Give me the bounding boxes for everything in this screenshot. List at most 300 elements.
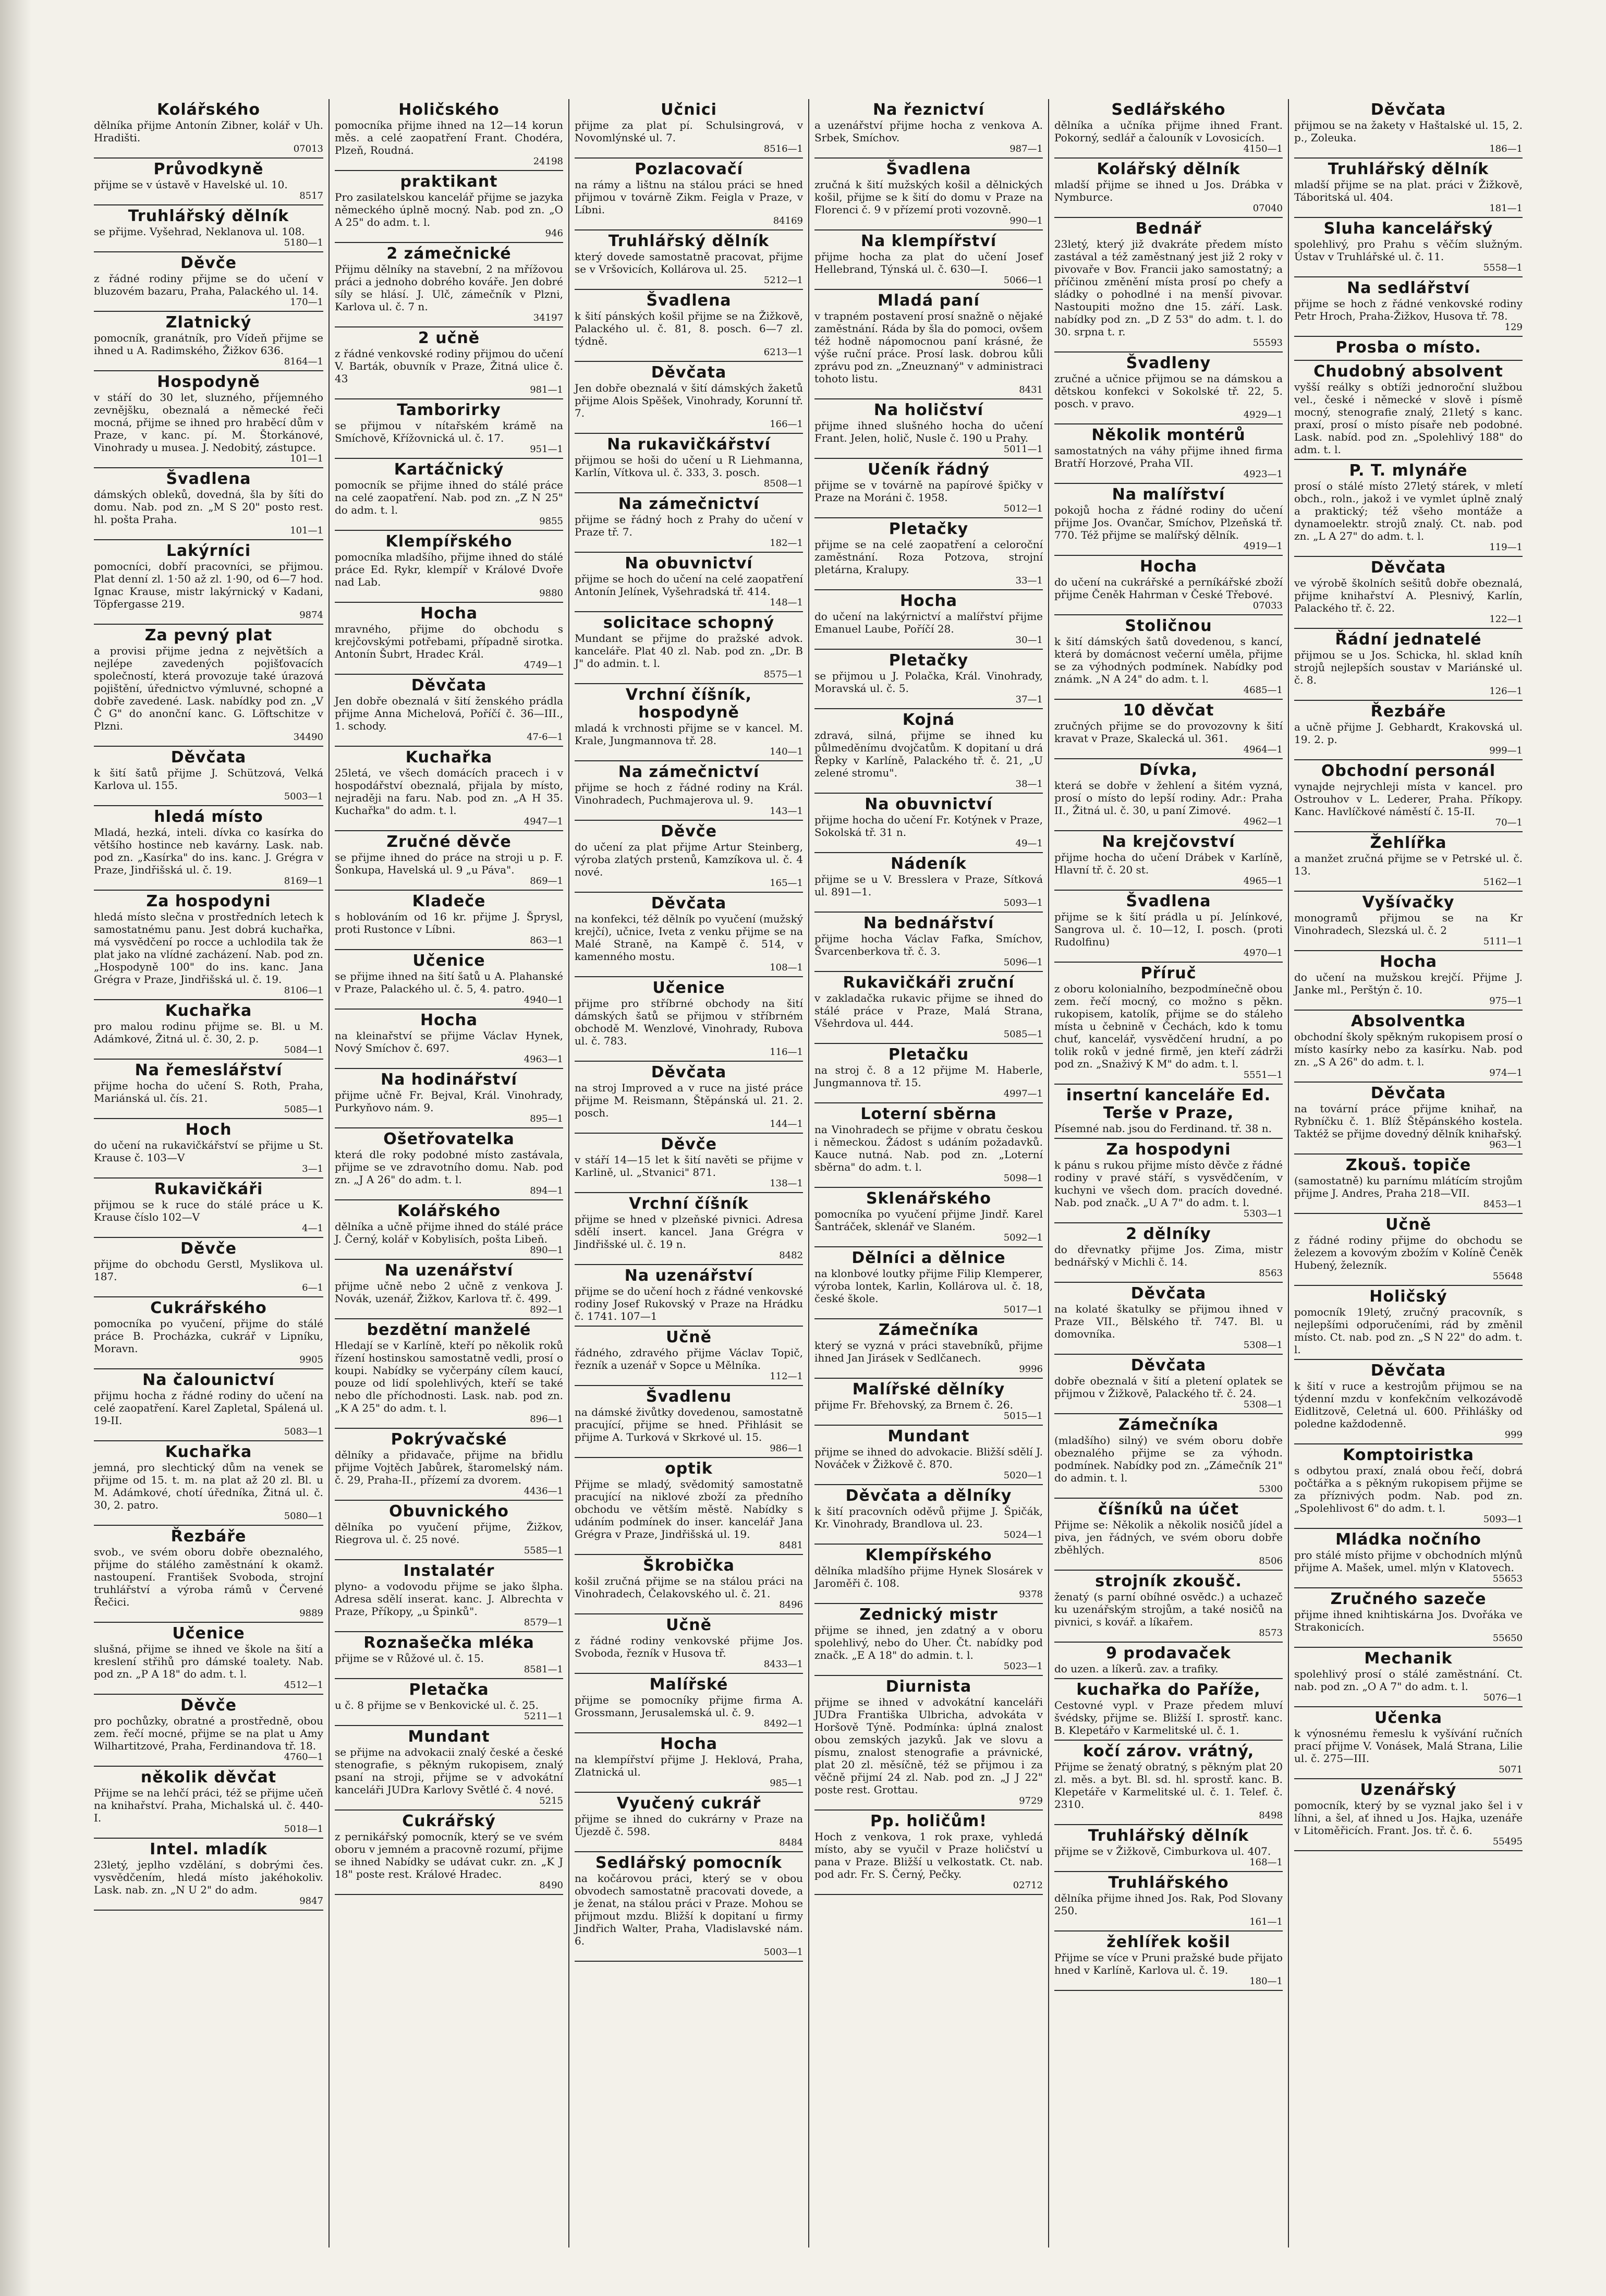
- ad-title: Hocha: [1379, 953, 1438, 971]
- classified-ad: [1054, 1355, 1283, 1414]
- ad-title: kočí zárov. vrátný,: [1082, 1742, 1255, 1760]
- classified-ad: [94, 1839, 323, 1911]
- ad-text: s hoblováním od 16 kr. přijme J. Šprysl, proti Rustonce v Líbni.: [335, 910, 563, 936]
- ad-code: 9996: [1019, 1364, 1043, 1375]
- ad-text: prosí o stálé místo 27letý stárek, v mletí obch., roln., jakož i ve vymlet úplně znalý a praktický; též všeho montáže a dynamoelektr. strojů znalý. Ct. nab. pod zn. „L A 27" do adm. t. l.: [1294, 480, 1523, 542]
- ad-text: do učení na lakýrnictví a malířství přijme Emanuel Laube, Poříčí 28.: [814, 610, 1043, 635]
- ad-text: Přijme se na lehčí práci, též se přijme učeň na knihařství. Praha, Michalská ul. č. 440-I.: [94, 1787, 323, 1824]
- classified-ad: [1294, 629, 1523, 701]
- classified-ad: [1054, 1283, 1283, 1355]
- ad-text: z řádné rodiny venkovské přijme Jos. Svoboda, řezník v Husova tř.: [575, 1634, 803, 1659]
- classified-ad: [1054, 615, 1283, 700]
- ad-title: Na hodinářství: [381, 1071, 517, 1089]
- ad-text: přijme se v ústavě v Havelské ul. 10.: [94, 178, 288, 191]
- ad-code: 5003—1: [284, 791, 323, 802]
- ad-title: Malířské: [649, 1675, 728, 1694]
- classified-ad: [575, 1265, 803, 1327]
- ad-code: 38—1: [1015, 779, 1043, 789]
- ad-code: 170—1: [290, 297, 323, 308]
- classified-ad: [335, 1128, 563, 1200]
- classified-ad: [575, 159, 803, 230]
- classified-ad: [94, 205, 323, 252]
- classified-ad: [1054, 1931, 1283, 1991]
- ad-title: Učně: [666, 1616, 712, 1634]
- ad-text: přijme se k šití prádla u pí. Jelínkové, Sangrova ul. č. 10—12, I. posch. (proti Rudolfinu): [1054, 910, 1283, 948]
- classified-ad: [1294, 99, 1523, 159]
- classified-ad: [575, 1614, 803, 1674]
- classified-ad: [1054, 1085, 1283, 1139]
- ad-code: 138—1: [770, 1178, 803, 1189]
- ad-title: Obuvnického: [389, 1502, 509, 1521]
- ad-code: 9847: [299, 1896, 323, 1906]
- classified-ad: [1294, 1529, 1523, 1588]
- ad-column-4: [808, 99, 1048, 2248]
- ad-code: 9889: [299, 1608, 323, 1619]
- ad-code: 951—1: [530, 444, 563, 455]
- ad-title: Diurnista: [885, 1678, 972, 1696]
- ad-code: 4929—1: [1243, 409, 1283, 420]
- ad-code: 5085—1: [284, 1104, 323, 1115]
- ad-code: 890—1: [530, 1245, 563, 1256]
- ad-text: (samostatně) ku parnímu mlátícím strojům přijme J. Andres, Praha 218—VII.: [1294, 1174, 1523, 1199]
- ad-title: Zámečníka: [1118, 1416, 1219, 1434]
- ad-title: Sedlářský pomocník: [595, 1854, 782, 1872]
- classified-ad: [575, 99, 803, 159]
- ad-text: pro stálé místo přijme v obchodních mlýnů přijme A. Mašek, umel. mlýn v Klatovech.: [1294, 1549, 1523, 1574]
- ad-title: Zručného sazeče: [1330, 1590, 1487, 1608]
- ad-title: strojník zkoušč.: [1095, 1572, 1242, 1590]
- ad-text: přijme do obchodu Gerstl, Myslikova ul. 187.: [94, 1258, 323, 1283]
- ad-title: Holičského: [398, 101, 500, 119]
- ad-text: Přijme se: Několik a několik nosičů jídel a piva, jen řádných, ve svém oboru dobře zběhlých.: [1054, 1518, 1283, 1556]
- ad-title: Děvče: [180, 1240, 237, 1258]
- ad-title: Vyučený cukrář: [616, 1794, 761, 1813]
- ad-code: 49—1: [1015, 838, 1043, 849]
- ad-title: Rukavičkáři: [154, 1180, 263, 1198]
- ad-code: 8506: [1259, 1556, 1283, 1566]
- ad-code: 5066—1: [1003, 275, 1043, 286]
- ad-title: 2 zámečnické: [386, 245, 512, 263]
- ad-title: Na obuvnictví: [625, 554, 753, 573]
- classified-ad: [1294, 218, 1523, 277]
- ad-title: Klempířského: [865, 1546, 992, 1564]
- ad-title: Stoličnou: [1125, 617, 1212, 635]
- ad-text: přijme hocha za plat do učení Josef Hellebrand, Týnská ul. č. 630—I.: [814, 250, 1043, 275]
- ad-text: Přijmu dělníky na stavební, 2 na mřížovou práci a jednoho dobrého kováře. Jen dobré síly se hlásí. J. Ulč, zámečník v Plzni, Karlova ul. č. 7 n.: [335, 263, 563, 313]
- ad-code: 5303—1: [1243, 1208, 1283, 1219]
- classified-ad: [1054, 831, 1283, 891]
- ad-text: přijme se hoch do učení na celé zaopatření Antonín Jelínek, Vyšehradská tř. 414.: [575, 573, 803, 598]
- ad-text: vynajde nejrychleji místa v kancel. pro Ostrouhov v L. Lederer, Praha. Příkopy. Kanc. Havlíčkové náměstí č. 15-II.: [1294, 780, 1523, 818]
- ad-title: Švadlenu: [646, 1388, 732, 1406]
- ad-title: Hocha: [660, 1735, 718, 1753]
- ad-code: 55495: [1492, 1836, 1523, 1847]
- ad-text: přijme se ihned do advokacie. Bližší sdělí J. Nováček v Žižkově č. 870.: [814, 1445, 1043, 1471]
- ad-title: Na uzenářství: [624, 1267, 753, 1285]
- ad-code: 4963—1: [524, 1054, 563, 1065]
- ad-text: přijme se na celé zaopatření a celoroční zaměstnání. Roza Potzova, strojní pletárna, Kralupy.: [814, 538, 1043, 576]
- ad-code: 3—1: [302, 1163, 323, 1174]
- ad-title: Na klempířství: [860, 232, 997, 250]
- ad-code: 6213—1: [763, 347, 803, 358]
- classified-ad: [814, 972, 1043, 1044]
- ad-text: zručných přijme se do provozovny k šití kravat v Praze, Skalecká ul. 361.: [1054, 720, 1283, 745]
- ad-title: žehlířek košil: [1106, 1933, 1231, 1951]
- ad-code: 8517: [299, 190, 323, 201]
- ad-title: Na řemeslářství: [135, 1061, 283, 1079]
- ad-title: Děvče: [661, 822, 717, 841]
- ad-title: Sluha kancelářský: [1323, 220, 1493, 238]
- ad-text: přijme se hoch z řádné rodiny na Král. Vinohradech, Puchmajerova ul. 9.: [575, 781, 803, 806]
- ad-title: Rukavičkáři zruční: [843, 974, 1015, 992]
- ad-code: 9905: [299, 1354, 323, 1365]
- ad-text: jemná, pro slechtický dům na venek se přijme od 15. t. m. na plat až 20 zl. Bl. u M. Adámkové, chotí úředníka, Žitná ul. č. 30, 2. patro.: [94, 1461, 323, 1511]
- ad-code: 8516—1: [763, 143, 803, 154]
- ad-text: a učně přijme J. Gebhardt, Krakovská ul. 19. 2. p.: [1294, 721, 1523, 746]
- classified-ad: [1294, 1155, 1523, 1214]
- classified-ad: [1294, 1286, 1523, 1360]
- classified-ad: [1054, 1679, 1283, 1741]
- ad-title: Pp. holičům!: [870, 1812, 987, 1830]
- ad-code: 4940—1: [524, 994, 563, 1005]
- ad-code: 5012—1: [1003, 503, 1043, 514]
- ad-title: Švadleny: [1126, 354, 1211, 372]
- ad-title: číšníků na účet: [1098, 1500, 1239, 1518]
- ad-code: 07033: [1252, 600, 1283, 611]
- ad-text: přijme se ihned do cukrárny v Praze na Újezdě č. 598.: [575, 1813, 803, 1838]
- ad-title: Švadlena: [886, 160, 971, 178]
- ad-text: přijme pro stříbrné obchody na šití dámských šatů se přijmou v stříbrném obchodě M. Wenzlové, Vinohrady, Rubova ul. č. 783.: [575, 997, 803, 1047]
- ad-text: do učení na mužskou krejčí. Přijme J. Janke ml., Perštýn č. 10.: [1294, 971, 1523, 996]
- ad-text: k šití pracovních oděvů přijme J. Špičák, Kr. Vinohrady, Brandlova ul. 23.: [814, 1505, 1043, 1530]
- ad-code: 990—1: [1009, 215, 1043, 226]
- ad-title: Truhlářský dělník: [1088, 1827, 1249, 1845]
- classified-ad: [814, 853, 1043, 913]
- ad-code: 5215: [539, 1795, 563, 1806]
- classified-ad: [575, 230, 803, 290]
- ad-title: Mechanik: [1364, 1649, 1453, 1668]
- ad-title: Mladá paní: [878, 291, 980, 310]
- ad-title: Děvčata: [651, 1063, 727, 1082]
- ad-text: přijme Fr. Břehovský, za Brnem č. 26.: [814, 1399, 1013, 1411]
- ad-text: pokojů hocha z řádné rodiny do učení přijme Jos. Ovančar, Smíchov, Plzeňská tř. 770. Též přijme se malířský dělník.: [1054, 504, 1283, 541]
- ad-code: 8508—1: [763, 478, 803, 489]
- classified-ad: [1054, 484, 1283, 556]
- ad-title: Děvčata: [651, 363, 727, 382]
- ad-title: Děvčata a dělníky: [845, 1487, 1012, 1505]
- ad-code: 8575—1: [763, 669, 803, 680]
- ad-title: Za hospodyni: [146, 892, 271, 910]
- ad-text: pro pochůzky, obratné a prostředně, obou zem. řečí mocné, přijme se na plat u Amy Wilhartitzové, Praha, Ferdinandova tř. 18.: [94, 1715, 323, 1752]
- ad-code: 5162—1: [1483, 877, 1523, 888]
- ad-code: 108—1: [770, 962, 803, 973]
- ad-title: Děvčata: [411, 676, 487, 695]
- ad-code: 999: [1504, 1429, 1523, 1440]
- ad-code: 4512—1: [284, 1680, 323, 1691]
- ad-code: 180—1: [1249, 1976, 1283, 1987]
- ad-code: 892—1: [530, 1304, 563, 1315]
- classified-ad: [335, 1726, 563, 1811]
- ad-text: u č. 8 přijme se v Benkovické ul. č. 25.: [335, 1699, 539, 1711]
- ad-code: 895—1: [530, 1113, 563, 1124]
- ad-code: 140—1: [770, 746, 803, 757]
- ad-code: 30—1: [1015, 635, 1043, 646]
- classified-ad: [94, 1000, 323, 1060]
- classified-ad: [1054, 556, 1283, 615]
- ad-text: přijme hocha do učení S. Roth, Praha, Mariánská ul. čís. 21.: [94, 1079, 323, 1104]
- ad-title: Učenice: [172, 1624, 245, 1643]
- ad-text: na stroj Improved a v ruce na jisté práce přijme M. Reismann, Štěpánská ul. 21. 2. posch.: [575, 1082, 803, 1119]
- ad-code: 8490: [539, 1880, 563, 1891]
- ad-code: 8482: [779, 1250, 803, 1261]
- classified-ad: [1054, 159, 1283, 218]
- ad-text: přijmu hocha z řádné rodiny do učení na celé zaopatření. Karel Zapletal, Spálená ul. 19-II.: [94, 1389, 323, 1427]
- ad-text: dělníky a přidavače, přijme na břidlu přijme Vojtěch Jabůrek, štaromelský nám. č. 29, Praha-II., přízemí za dvorem.: [335, 1449, 563, 1486]
- classified-ad: [1054, 1139, 1283, 1223]
- ad-title: Absolventka: [1350, 1012, 1466, 1030]
- ad-code: 8498: [1259, 1810, 1283, 1821]
- ad-title: Děvčata: [1370, 1362, 1446, 1380]
- ad-code: 5111—1: [1483, 936, 1523, 947]
- ad-text: k šití pánských košil přijme se na Žižkově, Palackého ul. č. 81, 8. posch. 6—7 zl. týdně.: [575, 310, 803, 347]
- ad-code: 987—1: [1009, 143, 1043, 154]
- classified-ad: [575, 553, 803, 612]
- ad-code: 5020—1: [1003, 1470, 1043, 1481]
- classified-ad: [1294, 337, 1523, 361]
- ad-text: v zakladačka rukavic přijme se ihned do stálé práce v Praze, Malá Strana, Všehrdova ul. 444.: [814, 992, 1043, 1029]
- ad-text: pomocníka přijme ihned na 12—14 korun měs. a celé zaopatření Frant. Chodéra, Plzeň, Roudná.: [335, 119, 563, 156]
- classified-ad: [814, 1426, 1043, 1485]
- ad-text: z řádné rodiny přijme do obchodu se železem a kovovým zbožím v Kolíně Čeněk Hubený, železník.: [1294, 1234, 1523, 1271]
- ad-code: 8573: [1259, 1627, 1283, 1638]
- ad-text: dobře obeznalá v šití a pletení oplatek se přijmou v Žižkově, Palackého tř. č. 24.: [1054, 1375, 1283, 1400]
- ad-title: Zručné děvče: [386, 833, 512, 851]
- classified-ad: [575, 977, 803, 1062]
- ad-title: Kladeče: [412, 892, 486, 910]
- ad-title: Instalatér: [403, 1562, 495, 1580]
- classified-ad: [1294, 1707, 1523, 1779]
- classified-ad: [94, 806, 323, 891]
- ad-text: Hledají se v Karlíně, kteří po několik roků řízení hostinskou samostatně vedli, prosí o koupi. Nabídky se vyčerpány cílem kaucí, pouze od lidí spolehlivých, kteří se také nebo dle příchodnosti. Lask. nab. pod zn. „K A 25" do adm. t. l.: [335, 1339, 563, 1414]
- ad-text: přijme hocha Václav Fafka, Smíchov, Švarcenberkova tř. č. 3.: [814, 932, 1043, 957]
- ad-text: se přijme na advokacii znalý české a české stenografie, s pěkným rukopisem, znalý psaní na stroji, přijme se v advokátní kanceláři JUDra Karlovy Světlé č. 4 nové.: [335, 1746, 563, 1796]
- ad-code: 5308—1: [1243, 1399, 1283, 1410]
- ad-text: zručná k šití mužských košil a dělnických košil, přijme se k šití do domu v Praze na Florenci č. 9 v přízemí proti vozovně.: [814, 178, 1043, 216]
- ad-code: 148—1: [770, 597, 803, 608]
- ad-text: pomocník, který by se vyznal jako šel i v líhni, a šel, ať ihned u Jos. Hajka, uzenáře v Litoměřicích. Frant. Jos. tř. č. 6.: [1294, 1799, 1523, 1837]
- ad-title: Dělníci a dělnice: [851, 1249, 1006, 1267]
- classified-ad: [335, 831, 563, 891]
- classified-ad: [814, 518, 1043, 590]
- ad-text: přijme se hoch z řádné venkovské rodiny Petr Hroch, Praha-Žižkov, Husova tř. 78.: [1294, 297, 1523, 322]
- ad-title: Několik montérů: [1091, 426, 1246, 444]
- ad-code: 5080—1: [284, 1511, 323, 1522]
- ad-text: monogramů přijmou se na Kr Vinohradech, Slezská ul. č. 2: [1294, 912, 1523, 937]
- ad-text: Pro zasilatelskou kancelář přijme se jazyka německého úplně mocný. Nab. pod zn. „O A 25" do adm. t. l.: [335, 191, 563, 228]
- classified-ad: [814, 590, 1043, 650]
- classified-ad: [575, 1327, 803, 1386]
- classified-ad: [1054, 1643, 1283, 1679]
- ad-text: přijme se v továrně na papírové špičky v Praze na Moráni č. 1958.: [814, 479, 1043, 504]
- ad-text: přijmou se hoši do učení u R Liehmanna, Karlín, Vítkova ul. č. 333, 3. posch.: [575, 454, 803, 479]
- ad-title: Pletačku: [888, 1046, 969, 1064]
- classified-ad: [1294, 832, 1523, 892]
- classified-ad: [814, 290, 1043, 399]
- ad-text: v stáří 14—15 let k šití navěti se přijme v Karlině, ul. „Stvanici" 871.: [575, 1153, 803, 1179]
- ad-text: se přijmou v nítařském krámě na Smíchově, Křížovnická ul. č. 17.: [335, 419, 563, 444]
- classified-ad: [94, 1623, 323, 1695]
- classified-ad: [94, 1526, 323, 1623]
- ad-title: Truhlářský dělník: [128, 207, 289, 225]
- ad-code: 9378: [1019, 1589, 1043, 1600]
- classified-ad: [94, 747, 323, 806]
- ad-column-6: [1288, 99, 1528, 2248]
- classified-ad: [1294, 1779, 1523, 1851]
- ad-text: do dřevnatky přijme Jos. Zima, mistr bednářský v Michli č. 14.: [1054, 1243, 1283, 1268]
- ad-title: Nádeník: [891, 855, 967, 873]
- classified-ad: [94, 159, 323, 205]
- ad-title: Na holičství: [873, 401, 984, 419]
- classified-ad: [1054, 99, 1283, 159]
- ad-title: Hocha: [899, 592, 958, 610]
- ad-text: dělníka po vyučení přijme, Žižkov, Riegrova ul. č. 25 nové.: [335, 1521, 563, 1546]
- ad-title: Pletačka: [409, 1681, 489, 1699]
- ad-column-3: [568, 99, 808, 2248]
- ad-text: 23letý, jeplho vzdělání, s dobrými čes. vysvědčením, hledá místo jakéhokoliv. Lask. nab. zn. „N U 2" do adm.: [94, 1858, 323, 1896]
- classified-ad: [814, 1676, 1043, 1811]
- ad-text: hledá místo slečna v prostředních letech k samostatnému panu. Jest dobrá kuchařka, má vysvědčení po rocce a uchlodila tak že plat jako na vlídné zacházení. Nab. pod zn. „Hospodyně 100" do ins. kanc. Jana Grégra v Praze, Jindřišská ul. č. 19.: [94, 910, 323, 986]
- ad-text: mravného, přijme do obchodu s krejčovskými potřebami, případně sirotka. Antonín Šubrt, Hradec Král.: [335, 623, 563, 660]
- ad-title: kuchařka do Paříže,: [1076, 1681, 1261, 1699]
- classified-ad: [335, 950, 563, 1010]
- ad-text: v stáří do 30 let, sluzného, příjemného zevnějšku, obeznalá a německé řeči mocná, přijme se ihned pro hraběcí dům v Praze, v kanc. pí. M. Štorkánové, Vinohrady u musea. J. Nedobitý, zástupce.: [94, 391, 323, 454]
- classified-ad: [1054, 353, 1283, 424]
- ad-text: do učení za plat přijme Artur Steinberg, výroba zlatých prstenů, Kamzíkova ul. č. 4 nové.: [575, 841, 803, 878]
- ad-title: Hocha: [420, 604, 478, 623]
- ad-title: Dívka,: [1139, 761, 1198, 779]
- classified-ad: [575, 1852, 803, 1962]
- ad-code: 126—1: [1489, 686, 1523, 697]
- ad-code: 999—1: [1489, 745, 1523, 756]
- ad-text: pomocník 19letý, zručný pracovník, s nejlepšími odporučeními, rád by změnil místo. Ct. nab. pod zn. „S N 22" do adm. t. l.: [1294, 1306, 1523, 1356]
- classified-ad: [814, 709, 1043, 794]
- ad-code: 5076—1: [1483, 1692, 1523, 1703]
- ad-text: Cestovné vypl. v Praze předem mluví švédsky, přijme se. Bližší I. sprostř. kanc. B. Klepetářo v Karmelitské ul. č. 1.: [1054, 1699, 1283, 1736]
- ad-text: slušná, přijme se ihned ve škole na šití a kreslení střihů pro dámské toalety. Nab. pod zn. „P A 18" do adm. t. l.: [94, 1643, 323, 1680]
- classified-ad: [575, 1386, 803, 1458]
- ad-text: Mundant se přijme do pražské advok. kanceláře. Plat 40 zl. Nab. pod zn. „Dr. B J" do admin. t. l.: [575, 632, 803, 670]
- classified-ad: [814, 1044, 1043, 1103]
- ad-text: v trapném postavení prosí snažně o nějaké zaměstnání. Ráda by šla do pomoci, ovšem též hodně nápomocnou paní krásné, že výše ruční práce. Prosí lask. dobrou kůli zprávu pod zn. „Zneuznaný" v administraci tohoto listu.: [814, 310, 1043, 385]
- ad-text: 25letá, ve všech domácích pracech i v hospodářství obeznalá, přijala by místo, nejraději na faru. Nab. pod zn. „A H 35. Kuchařka" do adm. t. l.: [335, 767, 563, 817]
- classified-ad: [94, 1441, 323, 1526]
- classified-ad: [335, 1501, 563, 1560]
- classified-ad: [1054, 1741, 1283, 1825]
- ad-title: Průvodkyně: [153, 160, 264, 178]
- ad-title: Hoch: [185, 1121, 232, 1139]
- classified-ad: [1294, 951, 1523, 1011]
- classified-ad: [814, 1545, 1043, 1604]
- ad-text: k pánu s rukou přijme místo děvče z řádné rodiny v pravé stáří, s vysvědčením, v kuchyni ve všech dom. pracích dovedné. Nab. pod značk. „U A 7" do adm. t. l.: [1054, 1159, 1283, 1209]
- ad-code: 8106—1: [284, 985, 323, 996]
- ad-text: na konfekci, též dělník po vyučení (mužský krejčí), učnice, Iveta z venku přijme se na Malé Straně, na Kampě č. 514, v kamenného mostu.: [575, 913, 803, 963]
- ad-text: přijme za plat pí. Schulsingrová, v Novomlýnské ul. 7.: [575, 119, 803, 144]
- classified-ad: [335, 399, 563, 459]
- ad-text: přijme se ihned v advokátní kanceláři JUDra Františka Ulbricha, advokáta v Horšově Týně. Podmínka: úplná znalost obou zemských jazyků. Jak ve slovu a písmu, znalost stenografie a právnické, plat 20 zl. měsíčně, též se přijmou i za věčně přijmí 24 zl. Nab. pod zn. „J J 22" poste rest. Grottau.: [814, 1696, 1043, 1796]
- ad-title: Kuchařka: [405, 748, 493, 767]
- ad-code: 8579—1: [524, 1617, 563, 1628]
- ad-title: Ošetřovatelka: [383, 1130, 515, 1148]
- ad-code: 4962—1: [1243, 816, 1283, 827]
- classified-ad: [814, 399, 1043, 459]
- ad-code: 975—1: [1489, 995, 1523, 1006]
- ad-text: pomocníka po vyučení přijme Jindř. Karel Šantráček, sklenář ve Slaném.: [814, 1208, 1043, 1233]
- ad-code: 8433—1: [763, 1659, 803, 1670]
- ad-title: 10 děvčat: [1123, 701, 1214, 720]
- ad-title: Děvčata: [1370, 1084, 1446, 1102]
- classified-ad: [575, 1674, 803, 1733]
- ad-text: se přijme ihned na šití šatů u A. Plahanské v Praze, Palackého ul. č. 5, 4. patro.: [335, 970, 563, 995]
- ad-text: dámských obleků, dovedná, šla by šíti do domu. Nab. pod zn. „M S 20" posto rest. hl. pošta Praha.: [94, 488, 323, 526]
- ad-code: 4—1: [302, 1223, 323, 1234]
- ad-text: přijme se ihned, jen zdatný a v oboru spolehlivý, nebo do Uher. Čt. nabídky pod značk. „E A 18" do admin. t. l.: [814, 1624, 1043, 1661]
- ad-text: z řádné venkovské rodiny přijmou do učení V. Barták, obuvník v Praze, Žitná ulice č. 43: [335, 347, 563, 385]
- ad-code: 8164—1: [284, 356, 323, 367]
- ad-code: 144—1: [770, 1119, 803, 1129]
- ad-code: 5084—1: [284, 1044, 323, 1055]
- classified-ad: [335, 603, 563, 675]
- ad-text: a manžet zručná přijme se v Petrské ul. č. 13.: [1294, 852, 1523, 877]
- classified-ad: [814, 159, 1043, 230]
- ad-title: Hocha: [1139, 557, 1198, 576]
- ad-code: 5071: [1499, 1764, 1523, 1775]
- ad-code: 4947—1: [524, 816, 563, 827]
- ad-title: Zlatnický: [165, 313, 252, 332]
- classified-ad: [1054, 1872, 1283, 1931]
- ad-code: 8496: [779, 1599, 803, 1610]
- classified-ad: [575, 761, 803, 821]
- classified-ad: [814, 99, 1043, 159]
- ad-text: přijmou se u Jos. Schicka, hl. sklad kníh strojů nejlepších soustav v Mariánské ul. č. 8.: [1294, 649, 1523, 686]
- classified-ad: [1294, 1214, 1523, 1286]
- ad-text: přijme se v Žižkově, Cimburkova ul. 407.: [1054, 1845, 1271, 1857]
- ad-text: Jen dobře obeznalá v šití ženského prádla přijme Anna Michelová, Poříčí č. 36—III., 1. schody.: [335, 695, 563, 732]
- classified-ad: [94, 891, 323, 1000]
- ad-title: Kolářského: [397, 1202, 501, 1220]
- classified-ad: [1294, 1444, 1523, 1529]
- classified-ad: [335, 1069, 563, 1128]
- ad-code: 07013: [293, 143, 323, 154]
- ad-title: několik děvčat: [140, 1768, 277, 1787]
- classified-ad: [1054, 1499, 1283, 1571]
- ad-title: bezdětní manželé: [367, 1321, 531, 1339]
- ad-text: s odbytou praxí, znalá obou řečí, dobrá počtářka a s pěkným rukopisem přijme se za příznivých podm. Nab. pod zn. „Spolehlivost 6" do adm. t. l.: [1294, 1464, 1523, 1514]
- ad-code: 181—1: [1489, 203, 1523, 214]
- classified-ad: [1054, 218, 1283, 353]
- ad-text: z pernikářský pomocník, který se ve svém oboru v jemném a pracovně rozumí, přijme se ihned Nabídky se udávat cukr. zn. „K J 18" poste rest. Králové Hradec.: [335, 1830, 563, 1880]
- ad-text: přijme se hned v plzeňské pivnici. Adresa sdělí insert. kancel. Jana Grégra v Jindřišské ul. č. 19 n.: [575, 1213, 803, 1250]
- classified-ad: [814, 230, 1043, 290]
- ad-title: 2 učně: [418, 329, 480, 347]
- classified-ad: [94, 1767, 323, 1839]
- classified-ad: [814, 650, 1043, 709]
- classified-ad: [814, 459, 1043, 518]
- ad-code: 166—1: [770, 419, 803, 430]
- ad-text: svob., ve svém oboru dobře obeznalého, přijme do stálého zaměstnání k okamž. nastoupení. František Svoboda, strojní truhlářství a výroba rámů v Červené Řečici.: [94, 1546, 323, 1608]
- ad-title: Děvčata: [1130, 1284, 1207, 1303]
- ad-code: 112—1: [770, 1371, 803, 1382]
- ad-code: 9729: [1019, 1795, 1043, 1806]
